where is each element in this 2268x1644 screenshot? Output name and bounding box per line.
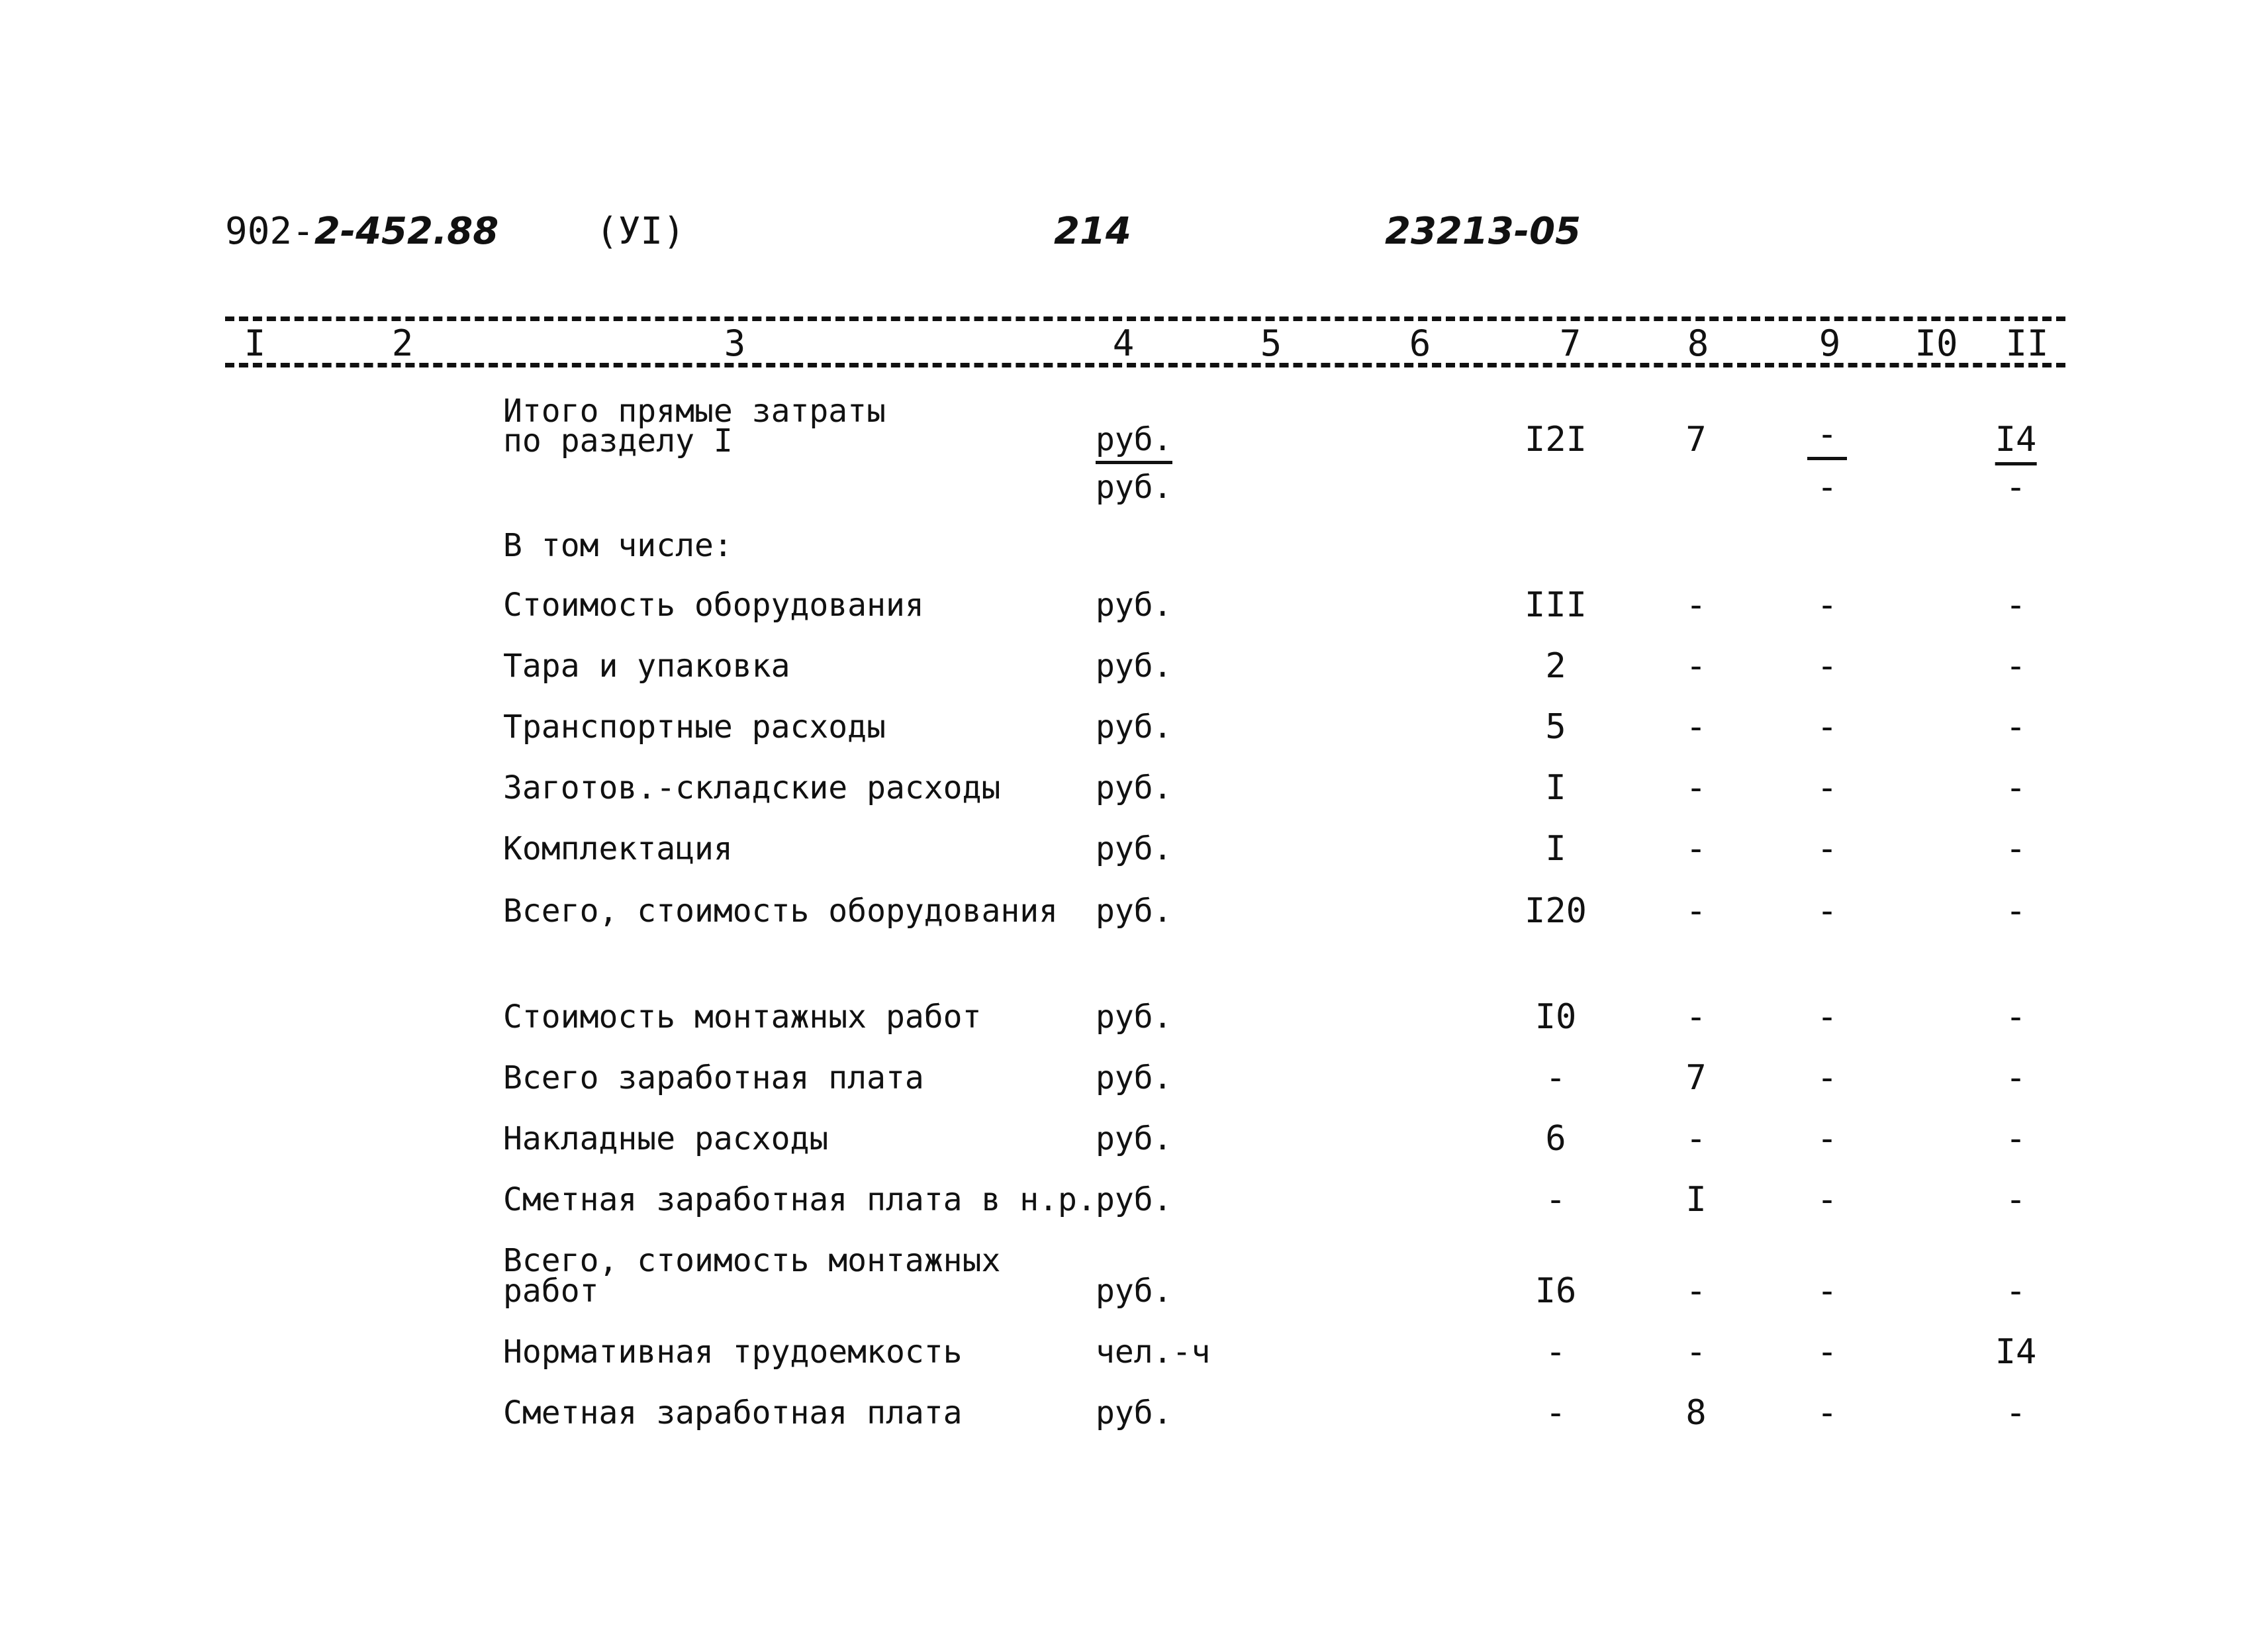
row-unit: чел.-ч [1096, 1333, 1211, 1371]
column-number-11: II [2005, 322, 2049, 364]
row-col9: - [1817, 1058, 1838, 1098]
summary-unit-bottom: руб. [1096, 469, 1172, 506]
row-col7: I [1545, 829, 1566, 869]
subheading: В том числе: [503, 527, 733, 564]
row-col8: - [1685, 585, 1707, 625]
row-col8: 8 [1685, 1393, 1707, 1433]
row-col8: - [1685, 891, 1707, 931]
row-col7: - [1545, 1058, 1566, 1098]
document-code: 23213-05 [1385, 210, 1581, 253]
row-col7: - [1545, 1332, 1566, 1372]
row-unit: руб. [1096, 769, 1172, 806]
row-label-line2: работ [503, 1273, 599, 1310]
row-col11: - [2005, 1119, 2026, 1159]
column-number-1: I [244, 322, 266, 364]
summary-label-line2: по разделу I [503, 422, 733, 459]
row-unit: руб. [1096, 1120, 1172, 1157]
row-col9: - [1817, 1393, 1838, 1433]
summary-col7-value: I2I [1525, 420, 1587, 459]
row-col7: I [1545, 768, 1566, 808]
row-col7: I6 [1535, 1271, 1577, 1311]
row-col11: - [2005, 829, 2026, 869]
row-label: Всего, стоимость оборудования [503, 893, 1059, 930]
summary-unit-top: руб. [1096, 424, 1172, 456]
row-col11: - [2005, 1180, 2026, 1220]
column-number-7: 7 [1559, 322, 1582, 364]
column-number-5: 5 [1260, 322, 1282, 364]
document-number-prefix: 902- [225, 210, 314, 253]
row-label: Стоимость монтажных работ [503, 998, 982, 1036]
row-unit: руб. [1096, 708, 1172, 746]
row-unit: руб. [1096, 648, 1172, 685]
row-col9: - [1817, 891, 1838, 931]
row-label: Сметная заработная плата [503, 1394, 963, 1431]
page-number: 214 [1054, 210, 1131, 253]
column-number-3: 3 [724, 322, 746, 364]
row-col8: - [1685, 1119, 1707, 1159]
row-col9: - [1817, 707, 1838, 747]
row-col7: I20 [1525, 891, 1587, 931]
row-unit: руб. [1096, 1181, 1172, 1218]
row-col11: I4 [1995, 1332, 2037, 1372]
volume-label: (УI) [596, 210, 685, 253]
row-label: Накладные расходы [503, 1120, 829, 1157]
column-number-4: 4 [1112, 322, 1135, 364]
row-label: Стоимость оборудования [503, 587, 924, 624]
row-col7: I0 [1535, 997, 1577, 1037]
row-col7: 5 [1545, 707, 1566, 747]
row-unit: руб. [1096, 998, 1172, 1036]
row-col11: - [2005, 585, 2026, 625]
row-unit: руб. [1096, 1273, 1172, 1310]
row-col8: - [1685, 707, 1707, 747]
row-col7: - [1545, 1393, 1566, 1433]
row-col9: - [1817, 768, 1838, 808]
row-label-line1: Всего, стоимость монтажных [503, 1242, 1001, 1279]
column-number-10: I0 [1914, 322, 1958, 364]
header-bottom-rule [225, 363, 2065, 367]
row-col8: - [1685, 1332, 1707, 1372]
row-col8: 7 [1685, 1058, 1707, 1098]
row-col9: - [1817, 585, 1838, 625]
row-col9: - [1817, 646, 1838, 686]
row-col7: 2 [1545, 646, 1566, 686]
row-label: Сметная заработная плата в н.р. [503, 1181, 1096, 1218]
summary-col9-top: - [1801, 417, 1854, 452]
row-label: Комплектация [503, 830, 733, 867]
row-col8: - [1685, 829, 1707, 869]
summary-label-line1: Итого прямые затраты [503, 393, 886, 430]
row-col11: - [2005, 997, 2026, 1037]
column-number-2: 2 [391, 322, 414, 364]
row-col11: - [2005, 707, 2026, 747]
row-unit: руб. [1096, 1394, 1172, 1431]
row-col7: III [1525, 585, 1587, 625]
column-number-9: 9 [1819, 322, 1841, 364]
row-unit: руб. [1096, 893, 1172, 930]
row-col8: I [1685, 1180, 1707, 1220]
row-col11: - [2005, 1393, 2026, 1433]
row-col11: - [2005, 768, 2026, 808]
summary-col11-top: I4 [1995, 422, 2037, 457]
row-label: Всего заработная плата [503, 1059, 924, 1096]
summary-col11-bottom: - [2005, 467, 2026, 507]
row-col8: - [1685, 1271, 1707, 1311]
row-col7: 6 [1545, 1119, 1566, 1159]
column-number-8: 8 [1687, 322, 1709, 364]
row-label: Тара и упаковка [503, 648, 790, 685]
row-col11: - [2005, 891, 2026, 931]
row-unit: руб. [1096, 830, 1172, 867]
row-col11: - [2005, 1271, 2026, 1311]
document-number [225, 210, 499, 253]
column-number-6: 6 [1409, 322, 1431, 364]
row-col8: - [1685, 997, 1707, 1037]
row-unit: руб. [1096, 587, 1172, 624]
summary-col9-bottom: - [1817, 467, 1838, 507]
row-unit: руб. [1096, 1059, 1172, 1096]
header-top-rule [225, 316, 2065, 321]
summary-col8-value: 7 [1685, 420, 1707, 459]
row-col9: - [1817, 829, 1838, 869]
row-label: Транспортные расходы [503, 708, 886, 746]
row-col11: - [2005, 646, 2026, 686]
row-col9: - [1817, 1271, 1838, 1311]
row-label: Нормативная трудоемкость [503, 1333, 963, 1371]
row-col11: - [2005, 1058, 2026, 1098]
row-col7: - [1545, 1180, 1566, 1220]
row-col8: - [1685, 768, 1707, 808]
row-col8: - [1685, 646, 1707, 686]
row-col9: - [1817, 1332, 1838, 1372]
row-col9: - [1817, 1119, 1838, 1159]
row-label: Заготов.-складские расходы [503, 769, 1001, 806]
row-col9: - [1817, 997, 1838, 1037]
row-col9: - [1817, 1180, 1838, 1220]
document-number-suffix: 2-452.88 [314, 210, 499, 253]
